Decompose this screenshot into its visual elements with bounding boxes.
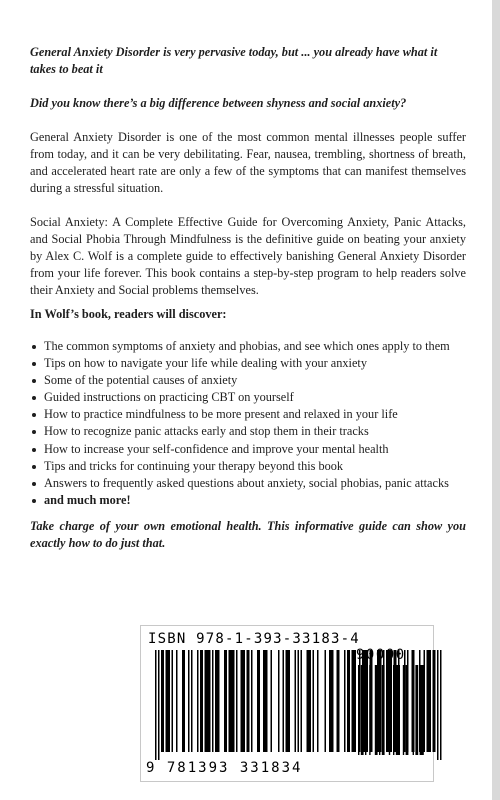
barcode-bar: [404, 650, 406, 752]
list-item: How to increase your self-confidence and improve your mental health: [44, 441, 484, 458]
barcode-bar: [247, 650, 250, 752]
barcode-bar: [166, 650, 171, 752]
barcode-bar: [433, 650, 436, 752]
barcode-bar: [344, 650, 346, 752]
barcode-bar: [257, 650, 260, 752]
barcode-bar: [337, 650, 340, 752]
barcode-bar: [286, 650, 291, 752]
barcode-bar: [389, 665, 390, 755]
barcode-bar: [382, 665, 385, 755]
list-heading: In Wolf’s book, readers will discover:: [30, 307, 227, 321]
barcode-bar: [241, 650, 246, 752]
closing-statement: Take charge of your own emotional health. This informative guide can show you exactly how to do just that.: [30, 519, 466, 550]
barcode-bar: [358, 665, 359, 755]
barcode-bar: [375, 665, 378, 755]
list-item: Answers to frequently asked questions about anxiety, social phobias, panic attacks: [44, 475, 484, 492]
paragraph-1: General Anxiety Disorder is one of the most common mental illnesses people suffer from today, and it can be very debilitating. Fear, nausea, trembling, shortness of breath, and accelerated heart rate are only a few of the symptoms that can manifest themselves during a stressful situation.: [30, 130, 466, 195]
barcode-bar: [379, 665, 380, 755]
isbn-text: ISBN 978-1-393-33183-4: [148, 631, 360, 647]
barcode-bar: [313, 650, 315, 752]
list-item: Tips and tricks for continuing your therapy beyond this book: [44, 458, 484, 475]
list-item: Some of the potential causes of anxiety: [44, 372, 484, 389]
paragraph-2: Social Anxiety: A Complete Effective Guide for Overcoming Anxiety, Panic Attacks, and Social Phobia Through Mindfulness is the definitive guide on beating your anxiety by Alex C. Wolf is a complete guide to effectively banishing General Anxiety Disorder from your life forever. This book contains a step-by-step program to help readers solve their Anxiety and Social problems themselves.: [30, 215, 466, 297]
barcode-bar: [215, 650, 220, 752]
addon-number: 90000: [356, 647, 406, 663]
barcode-bar: [347, 650, 350, 752]
barcode-bar: [176, 650, 178, 752]
barcode-bar: [158, 650, 160, 760]
barcode-bar: [182, 650, 185, 752]
barcode-bar: [271, 650, 273, 752]
list-item: How to practice mindfulness to be more present and relaxed in your life: [44, 406, 484, 423]
barcode-bar: [369, 665, 370, 755]
barcode-bar: [406, 665, 409, 755]
barcode-bar: [188, 650, 190, 752]
barcode-bar: [437, 650, 439, 760]
barcode-bar: [427, 650, 432, 752]
barcode-bar: [440, 650, 442, 760]
barcode-bar: [191, 650, 193, 752]
barcode-bar: [283, 650, 285, 752]
barcode-bar: [263, 650, 268, 752]
barcode-bar: [301, 650, 303, 752]
barcode-bar: [236, 650, 238, 752]
barcode-bar: [329, 650, 334, 752]
barcode-bar: [325, 650, 327, 752]
barcode-bar: [317, 650, 319, 752]
barcode-bar: [224, 650, 227, 752]
question: Did you know there’s a big difference between shyness and social anxiety?: [30, 96, 407, 110]
barcode-bar: [295, 650, 297, 752]
barcode-bar: [415, 665, 418, 755]
headline: General Anxiety Disorder is very pervasive today, but ... you already have what it takes to beat it: [30, 45, 438, 76]
barcode-bar: [205, 650, 211, 752]
list-item: How to recognize panic attacks early and stop them in their tracks: [44, 423, 484, 440]
ean-number: 9 781393 331834: [146, 760, 303, 776]
list-item-last: and much more!: [44, 492, 484, 509]
barcode-bar: [155, 650, 157, 760]
barcode-bar: [161, 650, 164, 752]
barcode-bar: [212, 650, 214, 752]
barcode-bar: [200, 650, 203, 752]
barcode-bar: [352, 650, 357, 752]
barcode-bar: [172, 650, 174, 752]
list-item: Guided instructions on practicing CBT on yourself: [44, 389, 484, 406]
list-item: The common symptoms of anxiety and phobias, and see which ones apply to them: [44, 338, 484, 355]
barcode-bar: [307, 650, 312, 752]
barcode-bar: [197, 650, 199, 752]
barcode-bar: [365, 665, 366, 755]
barcode-bar: [298, 650, 300, 752]
barcode-bar: [393, 665, 394, 755]
barcode-bar: [403, 665, 404, 755]
barcode-bar: [420, 665, 424, 755]
barcode-bar: [251, 650, 253, 752]
barcode-bar: [396, 665, 400, 755]
barcode-bar: [278, 650, 280, 752]
barcode-bar: [229, 650, 235, 752]
barcode-bar: [361, 665, 364, 755]
barcode-bar: [413, 665, 414, 755]
list-item: Tips on how to navigate your life while dealing with your anxiety: [44, 355, 484, 372]
